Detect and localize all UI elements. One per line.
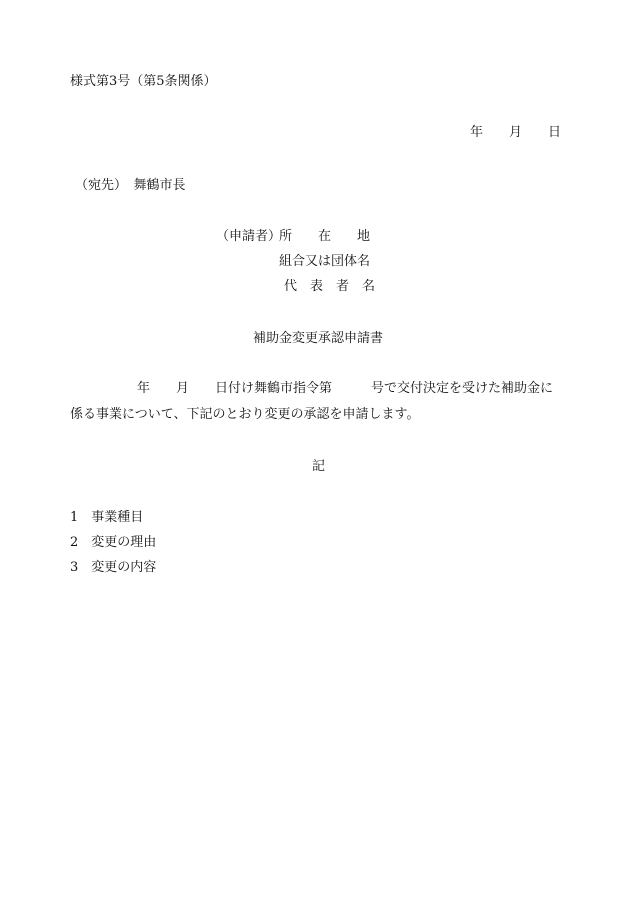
address-field-label: 所 在 地 — [279, 229, 371, 244]
form-number: 様式第3号（第5条関係） — [70, 74, 217, 89]
list-item: 3 変更の内容 — [70, 560, 157, 575]
applicant-tag: （申請者） — [216, 229, 282, 244]
body-text-line: 年 月 日付け舞鶴市指令第 号で交付決定を受けた補助金に — [137, 381, 554, 396]
list-item: 2 変更の理由 — [70, 535, 157, 550]
organization-field-label: 組合又は団体名 — [279, 254, 371, 269]
ki-heading: 記 — [312, 459, 326, 474]
date-line: 年 月 日 — [470, 125, 562, 140]
addressee: （宛先） 舞鶴市長 — [75, 178, 186, 193]
body-text-line: 係る事業について、下記のとおり変更の承認を申請します。 — [70, 407, 420, 422]
representative-field-label: 代 表 者 名 — [284, 279, 376, 294]
list-item: 1 事業種目 — [70, 510, 144, 525]
document-title: 補助金変更承認申請書 — [253, 331, 384, 346]
